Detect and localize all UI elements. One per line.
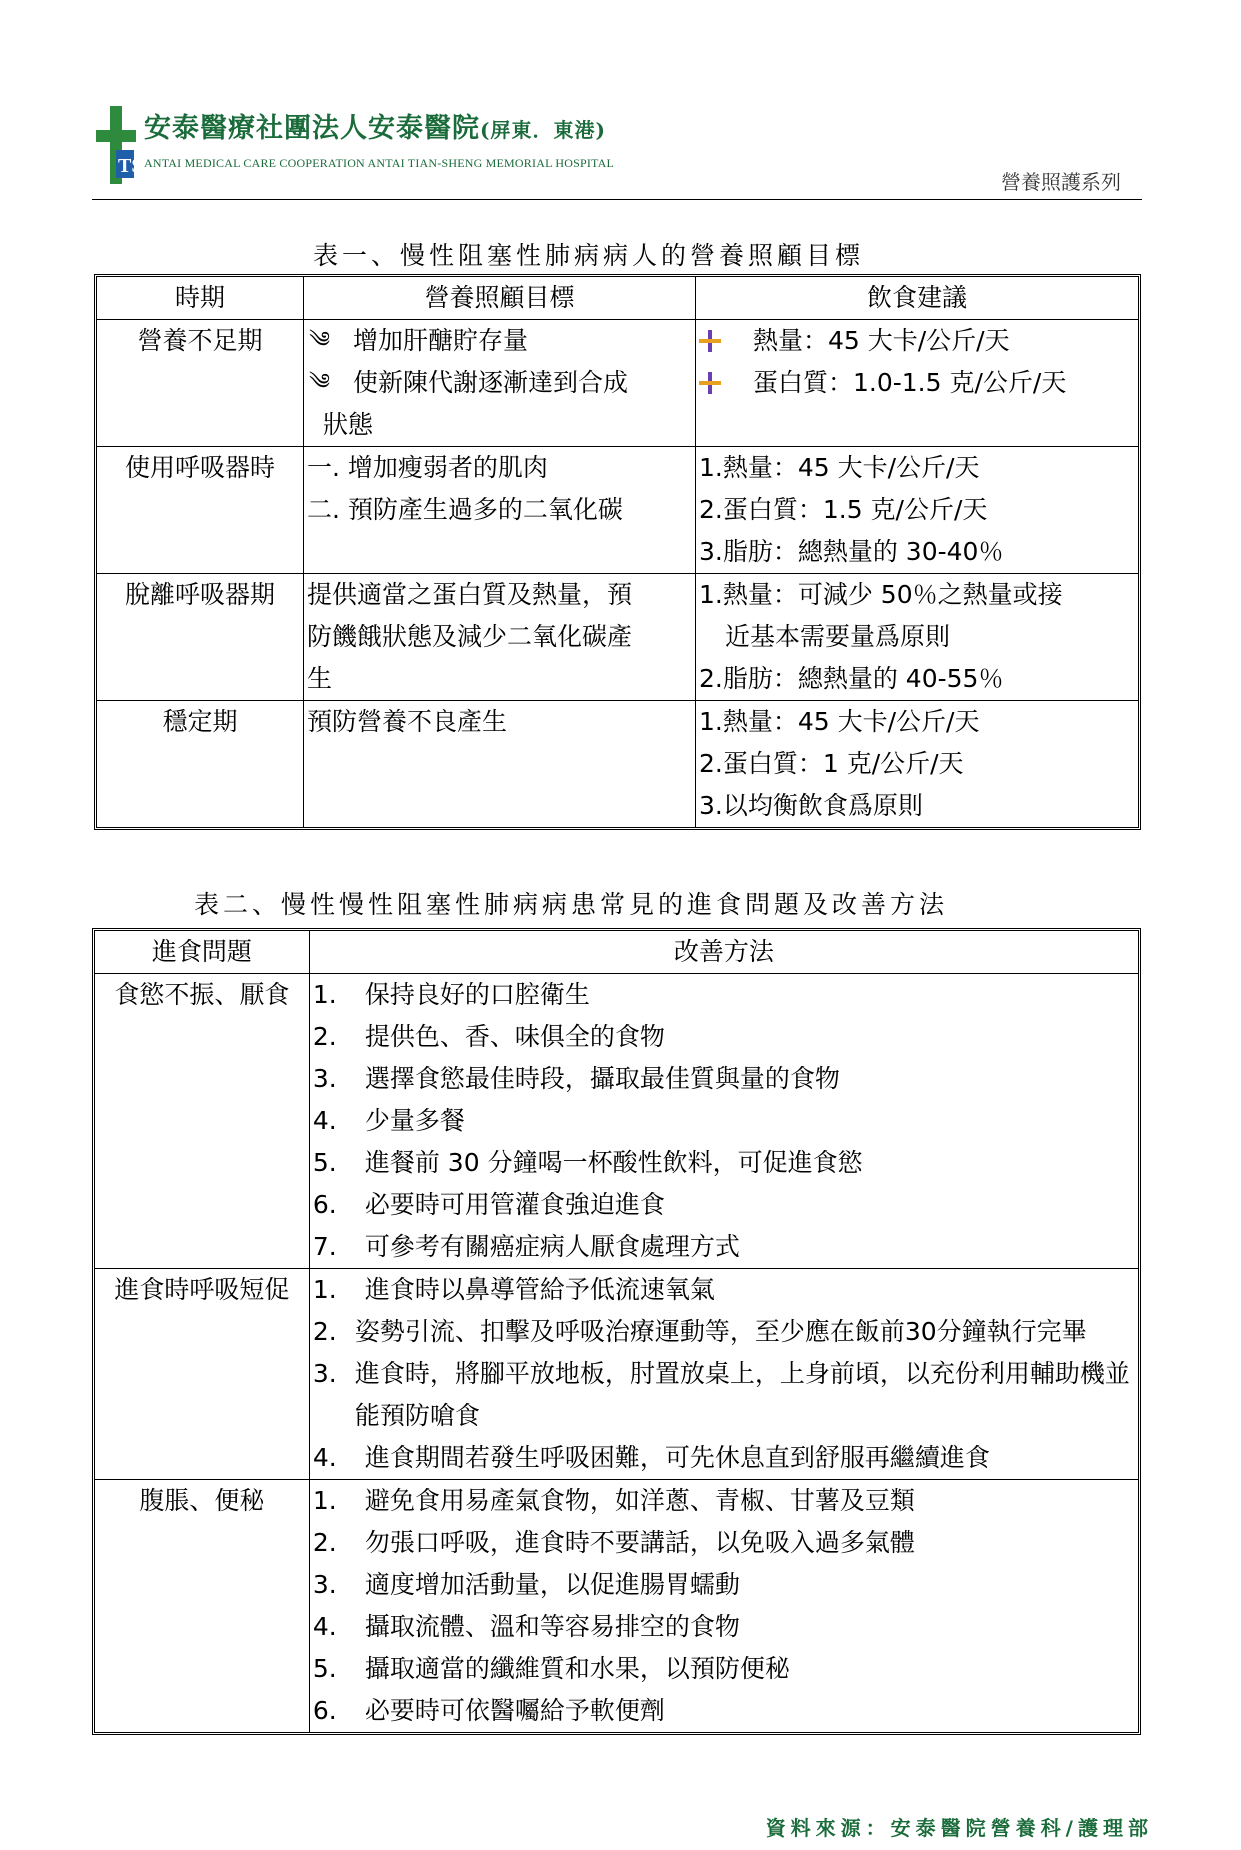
methods-cell: 1. 避免食用易產氣食物，如洋蔥、青椒、甘薯及豆類 2. 勿張口呼吸，進食時不要講話，以免吸入過多氣體 3. 適度增加活動量，以促進腸胃蠕動 4. 攝取流體、溫和等容易排空的食物 5. 攝取適當的纖維質和水果，以預防便秘 6. 必要時可依醫囑給予軟便劑 bbox=[312, 1486, 915, 1725]
eating-problems-table bbox=[92, 928, 1141, 1735]
goals-cell: 提供適當之蛋白質及熱量，預 防饑餓狀態及減少二氧化碳產 生 bbox=[304, 574, 696, 701]
advice-cell: 1.熱量：45 大卡/公斤/天 2.蛋白質：1.5 克/公斤/天 3.脂肪：總熱量的 30-40％ bbox=[696, 447, 1138, 574]
advice-cell: 1.熱量：45 大卡/公斤/天 2.蛋白質：1 克/公斤/天 3.以均衡飲食爲原則 bbox=[699, 707, 980, 820]
goals-cell: ༄ 增加肝醣貯存量 ༄ 使新陳代謝逐漸達到合成 狀態 bbox=[304, 320, 696, 447]
column-header: 改善方法 bbox=[310, 931, 1138, 974]
table2-caption: 表二、慢性慢性阻塞性肺病病患常見的進食問題及改善方法 bbox=[194, 890, 949, 919]
table-row bbox=[97, 447, 1138, 574]
advice-cell: 1.熱量：可減少 50％之熱量或接 近基本需要量爲原則 2.脂肪：總熱量的 40-55％ bbox=[696, 574, 1138, 701]
methods-cell: 1. 保持良好的口腔衛生 2. 提供色、香、味俱全的食物 3. 選擇食慾最佳時段，攝取最佳質與量的食物 4. 少量多餐 5. 進餐前 30 分鐘喝一杯酸性飲料，可促進食慾 6. 必要時可用管灌食強迫進食 7. 可參考有關癌症病人厭食處理方式 bbox=[310, 974, 1138, 1269]
nutrition-goals-table bbox=[94, 274, 1141, 830]
plus-bullet-icon bbox=[699, 330, 721, 352]
goals-cell: 一. 增加瘦弱者的肌肉 二. 預防產生過多的二氧化碳 bbox=[304, 447, 696, 574]
ornament-icon: ༄ bbox=[309, 328, 331, 353]
advice-cell: 熱量：45 大卡/公斤/天 蛋白質：1.0-1.5 克/公斤/天 bbox=[696, 320, 1138, 447]
column-header: 飲食建議 bbox=[696, 277, 1138, 320]
table-row bbox=[95, 1269, 1138, 1480]
table-row bbox=[97, 701, 1138, 827]
table-header-row bbox=[97, 277, 1138, 320]
table1-caption: 表一、慢性阻塞性肺病病人的營養照顧目標 bbox=[313, 241, 865, 270]
period-cell: 脫離呼吸器期 bbox=[97, 574, 304, 701]
header-divider bbox=[92, 199, 1142, 200]
problem-cell: 食慾不振、厭食 bbox=[95, 974, 310, 1269]
table-header-row bbox=[95, 931, 1138, 974]
svg-text:TS: TS bbox=[118, 155, 143, 177]
problem-cell: 進食時呼吸短促 bbox=[95, 1269, 310, 1480]
table-row bbox=[95, 1480, 1138, 1732]
problem-cell: 腹脹、便秘 bbox=[95, 1480, 310, 1732]
hospital-name: 安泰醫療社團法人安泰醫院(屏東．東港) bbox=[144, 113, 606, 144]
column-header: 進食問題 bbox=[95, 931, 310, 974]
hospital-english-name: ANTAI MEDICAL CARE COOPERATION ANTAI TIAN-SHENG MEMORIAL HOSPITAL bbox=[144, 156, 614, 170]
source-credit: 資料來源：安泰醫院營養科/護理部 bbox=[765, 1816, 1153, 1840]
table-row bbox=[97, 574, 1138, 701]
series-label: 營養照護系列 bbox=[1001, 170, 1121, 194]
ornament-icon: ༄ bbox=[309, 370, 331, 395]
table-row bbox=[95, 974, 1138, 1269]
period-cell: 營養不足期 bbox=[97, 320, 304, 447]
hospital-logo bbox=[96, 100, 614, 188]
medical-cross-icon bbox=[96, 106, 143, 184]
plus-bullet-icon bbox=[699, 372, 721, 394]
column-header: 營養照顧目標 bbox=[304, 277, 696, 320]
methods-cell: 1. 進食時以鼻導管給予低流速氧氣 2. 姿勢引流、扣擊及呼吸治療運動等，至少應在飯前30分鐘執行完畢 3. 進食時，將腳平放地板，肘置放桌上，上身前頃，以充份利用輔助機並能預防嗆食 4. 進食期間若發生呼吸困難，可先休息直到舒服再繼續進食 bbox=[310, 1269, 1138, 1480]
table-row bbox=[97, 320, 1138, 447]
goals-cell: 預防營養不良產生 bbox=[304, 701, 696, 827]
period-cell: 穩定期 bbox=[97, 701, 304, 827]
column-header: 時期 bbox=[97, 277, 304, 320]
period-cell: 使用呼吸器時 bbox=[97, 447, 304, 574]
